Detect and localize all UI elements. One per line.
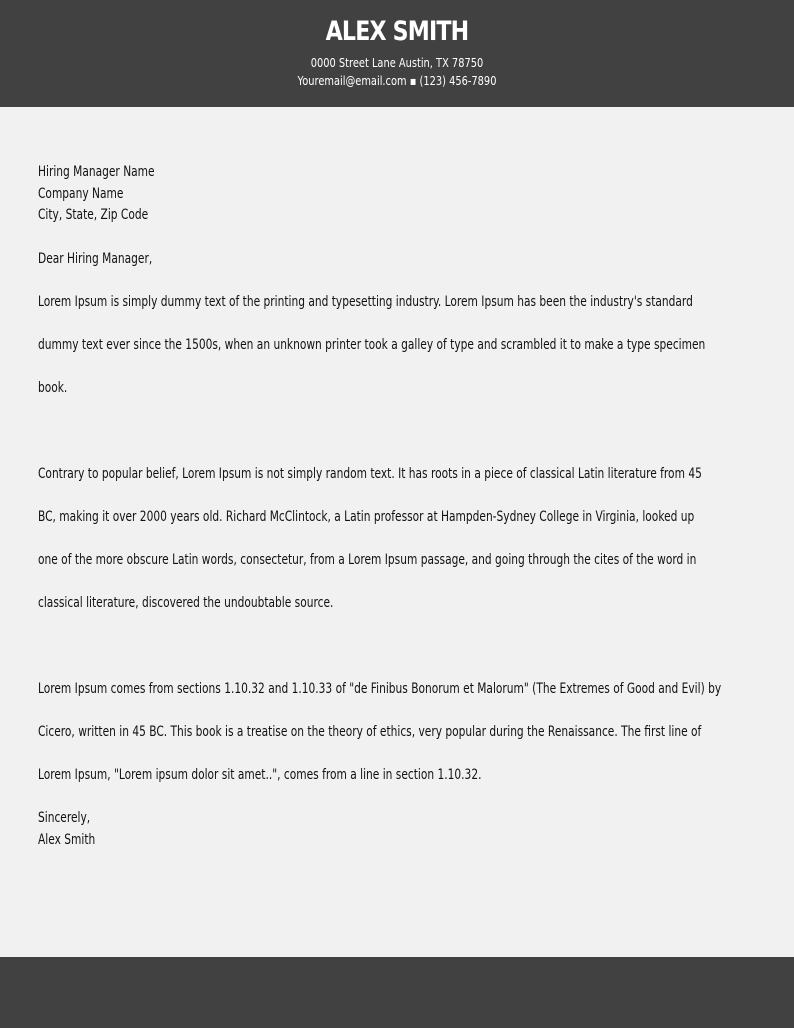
sender-contact: Youremail@email.com ▪ (123) 456-7890 — [297, 74, 497, 88]
recipient-block — [38, 162, 758, 227]
paragraph-line: Cicero, written in 45 BC. This book is a treatise on the theory of ethics, very popular during the Renaissance. The first line of — [38, 723, 702, 740]
letter-body — [38, 162, 758, 851]
paragraph-line: one of the more obscure Latin words, consectetur, from a Lorem Ipsum passage, and going through the cites of the word in — [38, 551, 697, 568]
sender-name: ALEX SMITH — [325, 16, 469, 47]
paragraph-line: Contrary to popular belief, Lorem Ipsum is not simply random text. It has roots in a piece of classical Latin literature from 45 — [38, 465, 702, 482]
paragraph-line: dummy text ever since the 1500s, when an unknown printer took a galley of type and scrambled it to make a type specimen — [38, 336, 706, 353]
paragraph-line: BC, making it over 2000 years old. Richard McClintock, a Latin professor at Hampden-Sydney College in Virginia, looked up — [38, 508, 695, 525]
paragraph-line: Lorem Ipsum is simply dummy text of the printing and typesetting industry. Lorem Ipsum has been the industry's standard — [38, 293, 693, 310]
paragraph-line: Lorem Ipsum, "Lorem ipsum dolor sit amet..", comes from a line in section 1.10.32. — [38, 766, 482, 783]
paragraph-2 — [38, 463, 758, 635]
paragraph-spacer — [38, 635, 758, 678]
letterhead-footer — [0, 957, 794, 1028]
paragraph-line: Lorem Ipsum comes from sections 1.10.32 and 1.10.33 of "de Finibus Bonorum et Malorum" (The Extremes of Good and Evil) by — [38, 680, 722, 697]
paragraph-1 — [38, 291, 758, 420]
recipient-name: Hiring Manager Name — [38, 164, 155, 180]
paragraph-spacer — [38, 420, 758, 463]
paragraph-line: classical literature, discovered the undoubtable source. — [38, 594, 334, 611]
paragraph-line: book. — [38, 379, 68, 396]
sender-address: 0000 Street Lane Austin, TX 78750 — [310, 56, 484, 70]
signature: Alex Smith — [38, 831, 96, 848]
closing-block — [38, 807, 758, 851]
recipient-company: Company Name — [38, 185, 124, 202]
salutation: Dear Hiring Manager, — [38, 250, 153, 267]
recipient-city: City, State, Zip Code — [38, 207, 149, 223]
letterhead-header — [0, 0, 794, 107]
paragraph-3 — [38, 678, 758, 807]
valediction: Sincerely, — [38, 809, 91, 826]
